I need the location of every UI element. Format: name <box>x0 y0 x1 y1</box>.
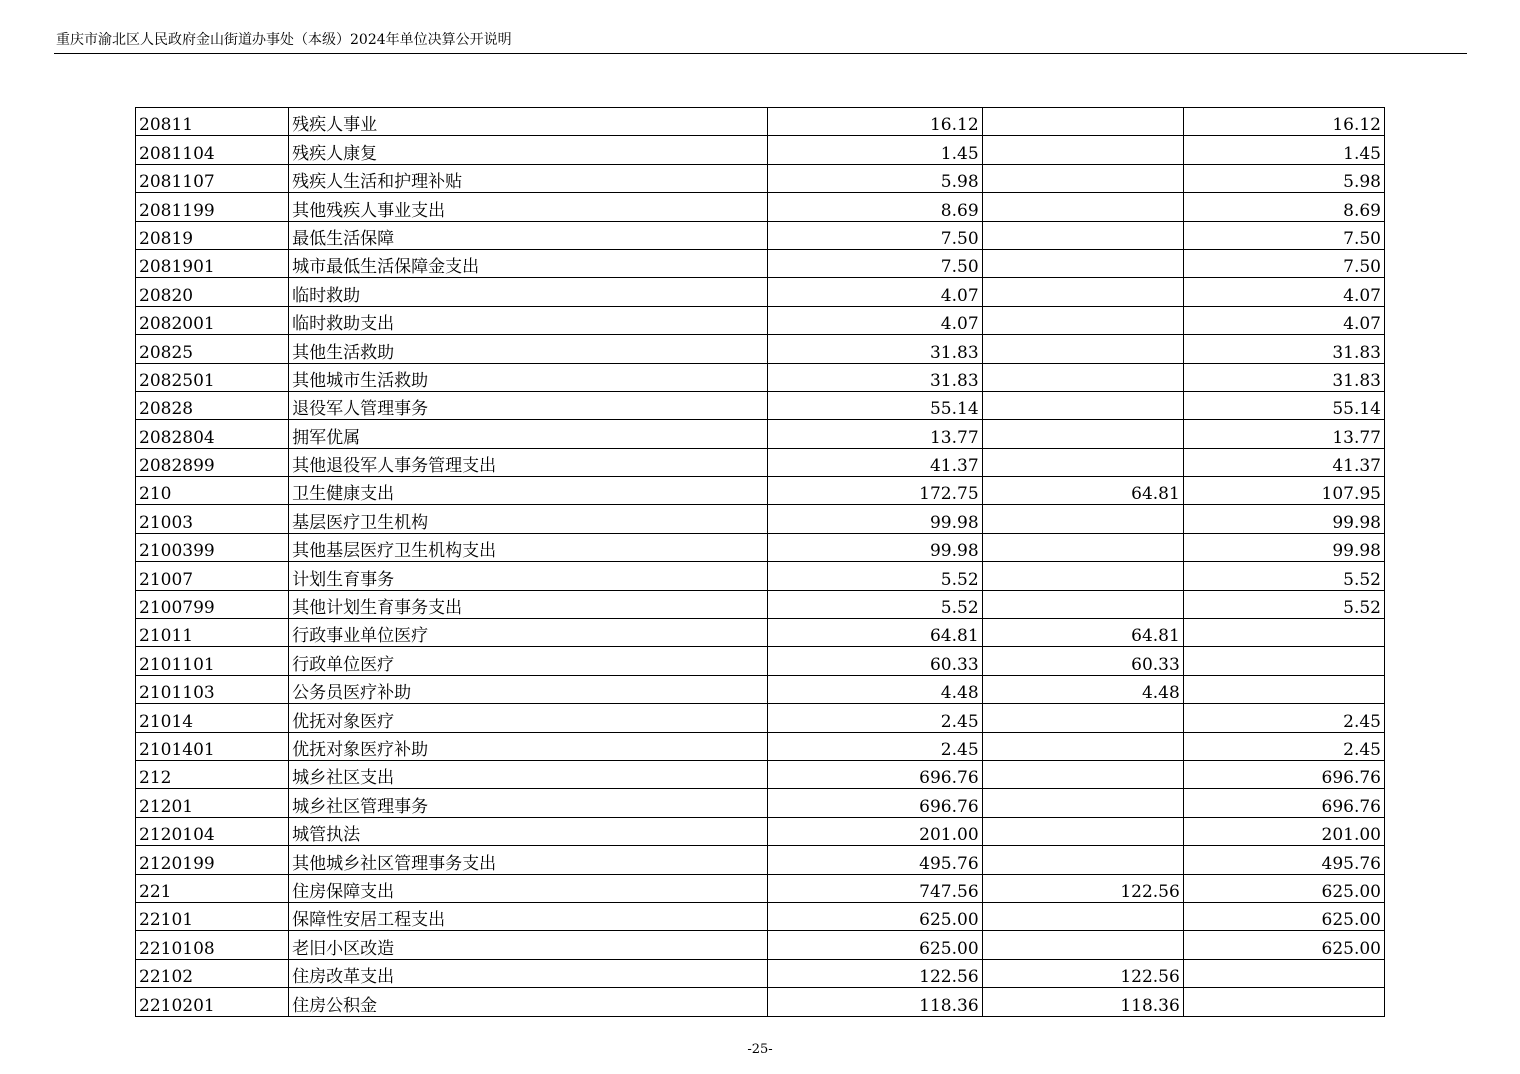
cell-basic-expenditure <box>982 164 1183 192</box>
cell-basic-expenditure: 118.36 <box>982 988 1183 1016</box>
cell-basic-expenditure: 64.81 <box>982 477 1183 505</box>
cell-total: 31.83 <box>768 363 982 391</box>
cell-basic-expenditure <box>982 590 1183 618</box>
cell-basic-expenditure <box>982 789 1183 817</box>
cell-basic-expenditure: 122.56 <box>982 874 1183 902</box>
cell-account-code: 212 <box>136 760 289 788</box>
cell-project-expenditure: 13.77 <box>1183 420 1384 448</box>
cell-total: 7.50 <box>768 221 982 249</box>
table-row <box>136 278 1385 306</box>
cell-account-name: 计划生育事务 <box>289 562 768 590</box>
cell-total: 8.69 <box>768 193 982 221</box>
cell-project-expenditure: 7.50 <box>1183 249 1384 277</box>
cell-account-code: 20825 <box>136 335 289 363</box>
table-row <box>136 221 1385 249</box>
cell-account-name: 城乡社区支出 <box>289 760 768 788</box>
cell-account-name: 优抚对象医疗补助 <box>289 732 768 760</box>
cell-basic-expenditure <box>982 335 1183 363</box>
table-row <box>136 164 1385 192</box>
cell-account-name: 残疾人康复 <box>289 136 768 164</box>
cell-total: 4.07 <box>768 306 982 334</box>
cell-account-code: 2100399 <box>136 533 289 561</box>
table-row <box>136 846 1385 874</box>
table-row <box>136 647 1385 675</box>
cell-account-code: 2210108 <box>136 931 289 959</box>
cell-total: 172.75 <box>768 477 982 505</box>
cell-project-expenditure: 16.12 <box>1183 108 1384 136</box>
cell-basic-expenditure <box>982 363 1183 391</box>
table-row <box>136 448 1385 476</box>
table-row <box>136 193 1385 221</box>
cell-account-name: 其他生活救助 <box>289 335 768 363</box>
table-row <box>136 988 1385 1016</box>
cell-account-code: 221 <box>136 874 289 902</box>
cell-account-code: 210 <box>136 477 289 505</box>
table-row <box>136 902 1385 930</box>
table-row <box>136 959 1385 987</box>
cell-account-name: 城管执法 <box>289 817 768 845</box>
cell-project-expenditure: 99.98 <box>1183 505 1384 533</box>
table-row <box>136 391 1385 419</box>
cell-basic-expenditure <box>982 817 1183 845</box>
cell-total: 13.77 <box>768 420 982 448</box>
cell-project-expenditure: 107.95 <box>1183 477 1384 505</box>
cell-total: 99.98 <box>768 505 982 533</box>
cell-account-code: 21003 <box>136 505 289 533</box>
cell-account-code: 20819 <box>136 221 289 249</box>
cell-account-code: 2081104 <box>136 136 289 164</box>
cell-project-expenditure: 8.69 <box>1183 193 1384 221</box>
cell-account-code: 2101103 <box>136 675 289 703</box>
cell-account-name: 其他城市生活救助 <box>289 363 768 391</box>
table-row <box>136 420 1385 448</box>
cell-project-expenditure: 4.07 <box>1183 306 1384 334</box>
cell-project-expenditure: 5.98 <box>1183 164 1384 192</box>
cell-total: 118.36 <box>768 988 982 1016</box>
header-divider <box>54 53 1467 54</box>
cell-project-expenditure: 625.00 <box>1183 902 1384 930</box>
cell-basic-expenditure <box>982 760 1183 788</box>
cell-project-expenditure: 696.76 <box>1183 760 1384 788</box>
cell-total: 2.45 <box>768 732 982 760</box>
cell-account-name: 残疾人事业 <box>289 108 768 136</box>
cell-basic-expenditure: 122.56 <box>982 959 1183 987</box>
table-row <box>136 732 1385 760</box>
cell-account-name: 行政单位医疗 <box>289 647 768 675</box>
cell-account-name: 临时救助 <box>289 278 768 306</box>
cell-basic-expenditure <box>982 278 1183 306</box>
cell-account-code: 2101401 <box>136 732 289 760</box>
cell-basic-expenditure <box>982 931 1183 959</box>
cell-total: 55.14 <box>768 391 982 419</box>
cell-basic-expenditure <box>982 391 1183 419</box>
cell-account-code: 2120199 <box>136 846 289 874</box>
cell-account-name: 基层医疗卫生机构 <box>289 505 768 533</box>
cell-project-expenditure: 1.45 <box>1183 136 1384 164</box>
cell-basic-expenditure <box>982 420 1183 448</box>
cell-project-expenditure <box>1183 959 1384 987</box>
cell-total: 747.56 <box>768 874 982 902</box>
table-row <box>136 249 1385 277</box>
cell-project-expenditure <box>1183 988 1384 1016</box>
cell-project-expenditure: 5.52 <box>1183 590 1384 618</box>
cell-account-code: 2082899 <box>136 448 289 476</box>
cell-account-code: 20828 <box>136 391 289 419</box>
cell-total: 31.83 <box>768 335 982 363</box>
cell-account-code: 2081107 <box>136 164 289 192</box>
cell-total: 2.45 <box>768 704 982 732</box>
table-row <box>136 874 1385 902</box>
cell-account-name: 最低生活保障 <box>289 221 768 249</box>
cell-total: 60.33 <box>768 647 982 675</box>
cell-project-expenditure: 4.07 <box>1183 278 1384 306</box>
table-row <box>136 108 1385 136</box>
table-row <box>136 931 1385 959</box>
cell-basic-expenditure <box>982 902 1183 930</box>
cell-account-code: 2082804 <box>136 420 289 448</box>
cell-account-name: 拥军优属 <box>289 420 768 448</box>
cell-account-name: 保障性安居工程支出 <box>289 902 768 930</box>
cell-total: 4.07 <box>768 278 982 306</box>
cell-account-name: 优抚对象医疗 <box>289 704 768 732</box>
table-row <box>136 675 1385 703</box>
cell-project-expenditure: 625.00 <box>1183 931 1384 959</box>
cell-basic-expenditure <box>982 249 1183 277</box>
cell-account-code: 2082501 <box>136 363 289 391</box>
cell-account-code: 21011 <box>136 619 289 647</box>
cell-project-expenditure: 495.76 <box>1183 846 1384 874</box>
cell-basic-expenditure <box>982 136 1183 164</box>
cell-basic-expenditure <box>982 533 1183 561</box>
table-row <box>136 363 1385 391</box>
cell-account-code: 2101101 <box>136 647 289 675</box>
cell-total: 625.00 <box>768 902 982 930</box>
cell-basic-expenditure <box>982 562 1183 590</box>
cell-account-code: 2210201 <box>136 988 289 1016</box>
cell-project-expenditure: 2.45 <box>1183 704 1384 732</box>
table-row <box>136 789 1385 817</box>
table-row <box>136 477 1385 505</box>
cell-basic-expenditure <box>982 448 1183 476</box>
cell-account-code: 22102 <box>136 959 289 987</box>
cell-total: 7.50 <box>768 249 982 277</box>
cell-account-code: 20820 <box>136 278 289 306</box>
table-row <box>136 306 1385 334</box>
table-row <box>136 590 1385 618</box>
table-row <box>136 505 1385 533</box>
cell-account-name: 住房公积金 <box>289 988 768 1016</box>
cell-account-code: 21007 <box>136 562 289 590</box>
cell-account-code: 2081901 <box>136 249 289 277</box>
cell-project-expenditure: 696.76 <box>1183 789 1384 817</box>
cell-total: 5.52 <box>768 562 982 590</box>
expenditure-table <box>135 107 1385 1017</box>
cell-project-expenditure: 31.83 <box>1183 363 1384 391</box>
cell-project-expenditure <box>1183 647 1384 675</box>
cell-account-name: 其他残疾人事业支出 <box>289 193 768 221</box>
cell-account-code: 2100799 <box>136 590 289 618</box>
cell-project-expenditure: 55.14 <box>1183 391 1384 419</box>
cell-account-name: 其他计划生育事务支出 <box>289 590 768 618</box>
cell-basic-expenditure <box>982 108 1183 136</box>
cell-account-name: 城乡社区管理事务 <box>289 789 768 817</box>
table-row <box>136 136 1385 164</box>
table-row <box>136 817 1385 845</box>
table-row <box>136 760 1385 788</box>
cell-account-code: 2082001 <box>136 306 289 334</box>
cell-project-expenditure <box>1183 619 1384 647</box>
cell-account-code: 21201 <box>136 789 289 817</box>
cell-basic-expenditure <box>982 732 1183 760</box>
cell-total: 696.76 <box>768 789 982 817</box>
cell-account-name: 其他基层医疗卫生机构支出 <box>289 533 768 561</box>
cell-total: 4.48 <box>768 675 982 703</box>
cell-account-name: 退役军人管理事务 <box>289 391 768 419</box>
cell-account-name: 行政事业单位医疗 <box>289 619 768 647</box>
cell-account-name: 老旧小区改造 <box>289 931 768 959</box>
cell-total: 41.37 <box>768 448 982 476</box>
expenditure-table-body <box>136 108 1385 1017</box>
cell-project-expenditure: 31.83 <box>1183 335 1384 363</box>
document-header-title: 重庆市渝北区人民政府金山街道办事处（本级）2024年单位决算公开说明 <box>56 32 512 48</box>
cell-account-name: 公务员医疗补助 <box>289 675 768 703</box>
cell-account-name: 卫生健康支出 <box>289 477 768 505</box>
cell-total: 16.12 <box>768 108 982 136</box>
table-row <box>136 335 1385 363</box>
cell-basic-expenditure <box>982 704 1183 732</box>
cell-account-code: 21014 <box>136 704 289 732</box>
table-row <box>136 704 1385 732</box>
cell-total: 625.00 <box>768 931 982 959</box>
cell-basic-expenditure: 64.81 <box>982 619 1183 647</box>
cell-project-expenditure: 201.00 <box>1183 817 1384 845</box>
cell-account-name: 住房保障支出 <box>289 874 768 902</box>
cell-account-code: 20811 <box>136 108 289 136</box>
cell-total: 5.52 <box>768 590 982 618</box>
cell-account-code: 2120104 <box>136 817 289 845</box>
cell-project-expenditure: 41.37 <box>1183 448 1384 476</box>
cell-account-code: 2081199 <box>136 193 289 221</box>
cell-account-name: 临时救助支出 <box>289 306 768 334</box>
cell-basic-expenditure <box>982 193 1183 221</box>
cell-total: 122.56 <box>768 959 982 987</box>
cell-account-name: 其他城乡社区管理事务支出 <box>289 846 768 874</box>
cell-account-name: 住房改革支出 <box>289 959 768 987</box>
cell-total: 5.98 <box>768 164 982 192</box>
cell-project-expenditure: 99.98 <box>1183 533 1384 561</box>
cell-total: 495.76 <box>768 846 982 874</box>
cell-account-name: 城市最低生活保障金支出 <box>289 249 768 277</box>
cell-account-code: 22101 <box>136 902 289 930</box>
cell-project-expenditure: 7.50 <box>1183 221 1384 249</box>
cell-basic-expenditure: 4.48 <box>982 675 1183 703</box>
cell-basic-expenditure <box>982 505 1183 533</box>
cell-total: 64.81 <box>768 619 982 647</box>
cell-account-name: 残疾人生活和护理补贴 <box>289 164 768 192</box>
cell-basic-expenditure <box>982 306 1183 334</box>
cell-project-expenditure: 2.45 <box>1183 732 1384 760</box>
cell-basic-expenditure <box>982 846 1183 874</box>
table-row <box>136 562 1385 590</box>
table-row <box>136 619 1385 647</box>
cell-total: 696.76 <box>768 760 982 788</box>
cell-total: 99.98 <box>768 533 982 561</box>
cell-account-name: 其他退役军人事务管理支出 <box>289 448 768 476</box>
cell-basic-expenditure <box>982 221 1183 249</box>
cell-project-expenditure: 625.00 <box>1183 874 1384 902</box>
cell-total: 201.00 <box>768 817 982 845</box>
cell-basic-expenditure: 60.33 <box>982 647 1183 675</box>
table-row <box>136 533 1385 561</box>
cell-total: 1.45 <box>768 136 982 164</box>
page-number: -25- <box>747 1042 773 1057</box>
cell-project-expenditure <box>1183 675 1384 703</box>
cell-project-expenditure: 5.52 <box>1183 562 1384 590</box>
